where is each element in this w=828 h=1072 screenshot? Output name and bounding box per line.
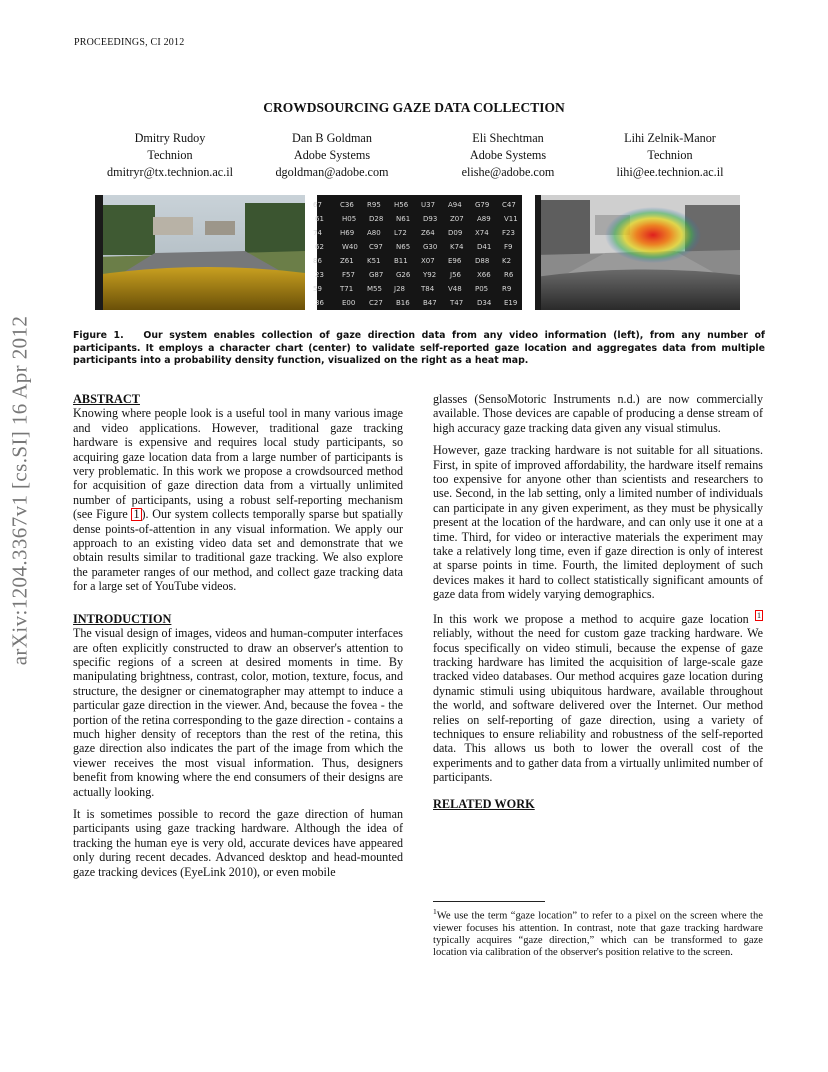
- author-affiliation: Technion: [647, 148, 693, 162]
- chart-code: C47: [502, 201, 516, 209]
- chart-code: X07: [421, 257, 435, 265]
- chart-code: 86: [313, 257, 322, 265]
- author-email: dgoldman@adobe.com: [275, 165, 389, 179]
- chart-code: F9: [504, 243, 513, 251]
- figure-1: [95, 195, 740, 310]
- author-affiliation: Adobe Systems: [469, 148, 547, 162]
- chart-code: T47: [450, 299, 464, 307]
- related-work-heading: RELATED WORK: [433, 796, 535, 811]
- chart-code: G30: [423, 243, 438, 251]
- chart-code: A80: [367, 229, 381, 237]
- body-text-continued: reliably, without the need for custom gaze tracking hardware. We focus specifically on video stimuli, because the expense of gaze tracking hardware has limited the acquisition of large-scale gaze tracked video databases. Our method acquires gaze location during dynamic stimuli using ubiquitous hardware, available throughout the world, and software delivered over the Internet. Our method relies on self-reporting of gaze direction, using a variety of techniques to ensure reliability and robustness of the self-reported data. This allows us both to lower the overall cost of the experiments and to gather data from a virtually unlimited number of participants.: [433, 626, 763, 785]
- author-block: [80, 130, 260, 181]
- chart-code: M55: [367, 285, 382, 293]
- chart-code: U37: [421, 201, 436, 209]
- chart-code: F57: [342, 271, 355, 279]
- chart-code: 36: [315, 299, 324, 307]
- author-email: dmitryr@tx.technion.ac.il: [107, 165, 233, 179]
- figure-caption: [73, 330, 765, 368]
- chart-code: D93: [423, 215, 438, 223]
- footnote-text: We use the term “gaze location” to refer to a pixel on the screen where the viewer focuses his attention. In contrast, note that gaze tracking hardware typically acquires “gaze direction,” which can be transformed to gaze location via calibration of the observer's position relative to the screen.: [433, 910, 763, 958]
- chart-code: D41: [477, 243, 492, 251]
- chart-code: G87: [369, 271, 384, 279]
- chart-code: R9: [502, 285, 512, 293]
- chart-code: G79: [475, 201, 490, 209]
- chart-code: T71: [340, 285, 354, 293]
- chart-code: 59: [313, 285, 322, 293]
- chart-code: K51: [367, 257, 381, 265]
- author-affiliation: Technion: [147, 148, 193, 162]
- chart-code: 62: [315, 243, 324, 251]
- chart-code: E00: [342, 299, 356, 307]
- chart-code: R6: [504, 271, 514, 279]
- paper-title: CROWDSOURCING GAZE DATA COLLECTION: [263, 100, 565, 115]
- chart-code: R95: [367, 201, 381, 209]
- chart-code: B47: [423, 299, 437, 307]
- author-block: [242, 130, 422, 181]
- body-paragraph: [433, 610, 763, 785]
- caption-text: Our system enables collection of gaze direction data from any video information (left), from any number of participants. It employs a character chart (center) to validate self-reported gaze location and aggregates data from multiple participants into a probability density function, visualized on the right as a heat map.: [73, 330, 766, 366]
- abstract-paragraph: [73, 406, 403, 593]
- footnote-number: 1: [433, 907, 437, 916]
- chart-code: K2: [502, 257, 512, 265]
- author-affiliation: Adobe Systems: [293, 148, 371, 162]
- chart-code: Z64: [421, 229, 435, 237]
- chart-code: C97: [369, 243, 383, 251]
- chart-code: V11: [504, 215, 518, 223]
- chart-code: G26: [396, 271, 411, 279]
- arxiv-stamp: [0, 300, 40, 680]
- body-paragraph: glasses (SensoMotoric Instruments n.d.) are now commercially available. Those devices are capable of producing a dense stream of high accuracy gaze tracking data given any visual stimulus.: [433, 392, 763, 435]
- chart-code: E96: [448, 257, 462, 265]
- chart-code: D09: [448, 229, 463, 237]
- footnote-divider: [433, 901, 545, 902]
- chart-code: 74: [313, 229, 322, 237]
- chart-code: 67: [313, 201, 322, 209]
- footnote: [433, 906, 763, 959]
- chart-code: N61: [396, 215, 411, 223]
- abstract-text-continued: ). Our system collects temporally sparse but spatially dense points-of-attention in any visual information. We apply our approach to an existing video data set and demonstrate that we obtain results similar to traditional gaze tracking. We also explore the parameter ranges of our method, and collect gaze tracking data for a large set of YouTube videos.: [73, 507, 403, 594]
- author-email: lihi@ee.technion.ac.il: [616, 165, 724, 179]
- footnote-link[interactable]: 1: [757, 610, 761, 620]
- chart-code: A89: [477, 215, 491, 223]
- chart-code: Y92: [423, 271, 437, 279]
- chart-code: T84: [421, 285, 435, 293]
- chart-code: D88: [475, 257, 490, 265]
- character-chart-image: [313, 195, 522, 310]
- chart-code: Z07: [450, 215, 464, 223]
- chart-code: N65: [396, 243, 411, 251]
- body-paragraph: However, gaze tracking hardware is not suitable for all situations. First, in spite of improved affordability, the hardware itself remains too expensive for anyone other than scientists and researchers to use. Second, in the lab setting, only a limited number of individuals can participate in any given experiment, as they must be physically present at the location of the hardware, and can only use it one at a time. Third, for video or interactive materials the experiment may take a relatively long time, even if gaze direction is only of interest at sparse points in time. Fourth, the limited deployment of such devices makes it hard to collect statistically significant amounts of gaze data from widely varying demographics.: [433, 443, 763, 602]
- chart-code: J56: [450, 271, 461, 279]
- author-name: Dmitry Rudoy: [134, 131, 206, 145]
- chart-code: X74: [475, 229, 489, 237]
- abstract-heading: ABSTRACT: [73, 392, 140, 406]
- chart-code: C27: [369, 299, 383, 307]
- body-paragraph: The visual design of images, videos and human-computer interfaces are often explicitly constructed to draw an observer's attention to specific regions of a screen at desired moments in time. By manipulating brightness, contrast, color, motion, texture, focus, and structure, the designer or cinematographer may attempt to induce a particular gaze direction in the viewer. And, because the fovea - the portion of the retina corresponding to the gaze direction - contains a much higher density of receptors than the rest of the retina, this gaze direction also indicates the part of the image from which the viewer receives the most visual information. Thus, designers benefit from knowing where the end consumers of their designs are actually looking.: [73, 626, 403, 799]
- chart-code: H69: [340, 229, 355, 237]
- introduction-heading: INTRODUCTION: [73, 611, 172, 626]
- chart-code: H56: [394, 201, 409, 209]
- running-head: PROCEEDINGS, CI 2012: [74, 37, 185, 48]
- chart-code: 61: [315, 215, 324, 223]
- right-column: [433, 392, 763, 811]
- chart-code: Z61: [340, 257, 354, 265]
- chart-code: D28: [369, 215, 384, 223]
- video-frame-image: [95, 195, 305, 310]
- author-block: [418, 130, 598, 181]
- chart-code: B11: [394, 257, 408, 265]
- body-paragraph: It is sometimes possible to record the gaze direction of human participants using gaze tracking hardware. Although the idea of tracking the human eye is very old, accurate devices have appeared only during recent decades. Advanced desktop and head-mounted gaze tracking devices (EyeLink 2010), or even mobile: [73, 806, 403, 879]
- chart-code: H05: [342, 215, 357, 223]
- chart-code: B16: [396, 299, 410, 307]
- chart-code: V48: [448, 285, 462, 293]
- author-name: Lihi Zelnik-Manor: [624, 131, 716, 145]
- author-email: elishe@adobe.com: [461, 165, 555, 179]
- chart-code: J28: [394, 285, 405, 293]
- heatmap-image: [535, 195, 740, 310]
- body-text: In this work we propose a method to acquire gaze location: [433, 611, 755, 626]
- author-name: Eli Shechtman: [472, 131, 544, 145]
- author-block: [580, 130, 760, 181]
- chart-code: P05: [475, 285, 489, 293]
- chart-code: F23: [502, 229, 515, 237]
- figure-citation-link[interactable]: 1: [133, 507, 140, 522]
- caption-label: Figure 1.: [73, 330, 124, 341]
- chart-code: X66: [477, 271, 491, 279]
- chart-code: L72: [394, 229, 407, 237]
- chart-code: W40: [342, 243, 358, 251]
- abstract-text: Knowing where people look is a useful tool in many various image and video applications. However, traditional gaze tracking hardware is expensive and requires local study participants, so acquiring gaze location data from a large number of participants is very problematic. In this work we propose a crowdsourced method for acquisition of gaze direction data from a virtually unlimited number of participants, using a robust self-reporting mechanism (see Figure: [73, 406, 403, 522]
- chart-code: 23: [315, 271, 324, 279]
- chart-code: E19: [504, 299, 518, 307]
- left-column: [73, 392, 403, 887]
- chart-code: D34: [477, 299, 492, 307]
- chart-code: K74: [450, 243, 464, 251]
- chart-code: A94: [448, 201, 462, 209]
- chart-code: C36: [340, 201, 354, 209]
- arxiv-stamp-text: arXiv:1204.3367v1 [cs.SI] 16 Apr 2012: [7, 315, 32, 665]
- author-name: Dan B Goldman: [292, 131, 372, 145]
